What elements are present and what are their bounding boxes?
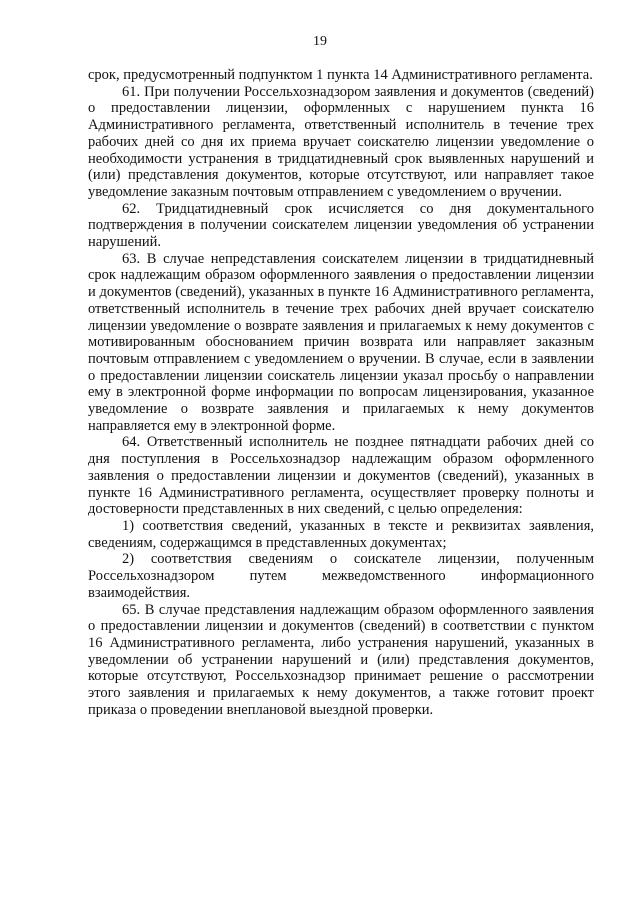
paragraph-clause-62: 62. Тридцатидневный срок исчисляется со дня документального подтверждения в получении соискателем лицензии уведомления об устранении нарушений.	[88, 200, 594, 251]
document-body	[88, 67, 594, 718]
paragraph-clause-64: 64. Ответственный исполнитель не позднее пятнадцати рабочих дней со дня поступления в Россельхознадзор надлежащим образом оформленного заявления о предоставлении лицензии и документов (сведений), указанных в пункте 16 Административного регламента, осуществляет проверку полноты и достоверности представленных в них сведений, с целью определения:	[88, 434, 594, 518]
paragraph-clause-64-item-2: 2) соответствия сведениям о соискателе лицензии, полученным Россельхознадзором путем межведомственного информационного взаимодействия.	[88, 551, 594, 601]
paragraph-clause-61: 61. При получении Россельхознадзором заявления и документов (сведений) о предоставлении лицензии, оформленных с нарушением пункта 16 Административного регламента, ответственный исполнитель в течение трех рабочих дней со дня их приема вручает соискателю лицензии уведомление о необходимости устранения в тридцатидневный срок выявленных нарушений и (или) представления документов, которые отсутствуют, или направляет такое уведомление заказным почтовым отправлением с уведомлением о вручении.	[88, 83, 594, 200]
paragraph-clause-64-item-1: 1) соответствия сведений, указанных в тексте и реквизитах заявления, сведениям, содержащимся в представленных документах;	[88, 517, 594, 551]
paragraph-clause-63: 63. В случае непредставления соискателем лицензии в тридцатидневный срок надлежащим образом оформленного заявления о предоставлении лицензии и документов (сведений), указанных в пункте 16 Административного регламента, ответственный исполнитель в течение трех рабочих дней вручает соискателю лицензии уведомление о возврате заявления и прилагаемых к нему документов с мотивированным обоснованием причин возврата или направляет заказным почтовым отправлением с уведомлением о вручении. В случае, если в заявлении о предоставлении лицензии соискатель лицензии указал просьбу о направлении ему в электронной форме информации по вопросам лицензирования, указанное уведомление о возврате заявления и прилагаемых к нему документов направляется ему в электронной форме.	[88, 250, 594, 434]
paragraph-clause-65: 65. В случае представления надлежащим образом оформленного заявления о предоставлении лицензии и документов (сведений) в соответствии с пунктом 16 Административного регламента, либо устранения нарушений, указанных в уведомлении об устранении нарушений и (или) представления документов, которые отсутствуют, Россельхознадзор принимает решение о рассмотрении этого заявления и прилагаемых к нему документов, а также готовит проект приказа о проведении внеплановой выездной проверки.	[88, 601, 594, 718]
page-number: 19	[313, 34, 327, 49]
paragraph-continuation: срок, предусмотренный подпунктом 1 пункта 14 Административного регламента.	[88, 67, 593, 83]
